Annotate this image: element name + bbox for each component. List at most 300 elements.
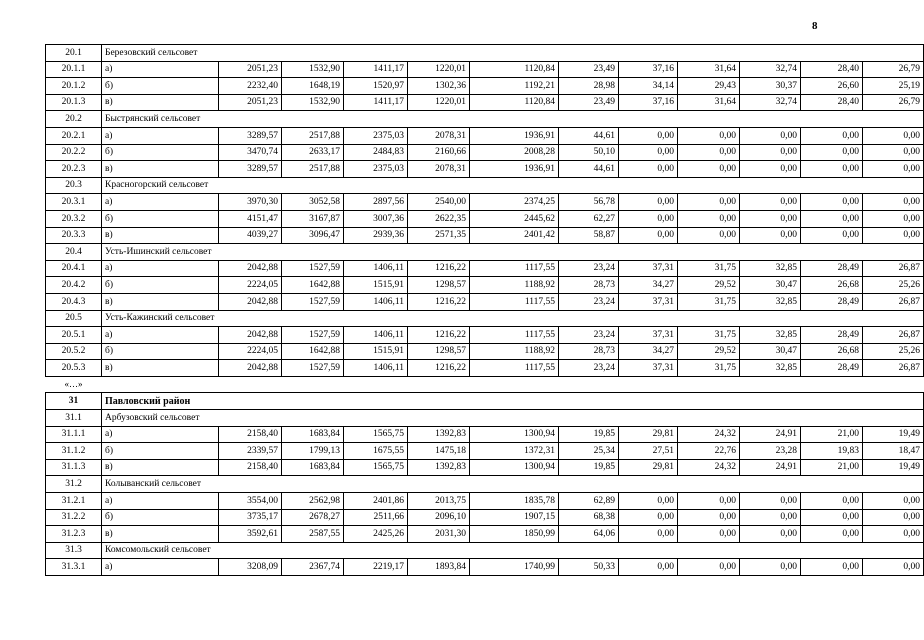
- value-cell: 1532,90: [282, 61, 344, 78]
- value-cell: 30,47: [740, 343, 801, 360]
- value-cell: 24,32: [678, 426, 740, 443]
- value-cell: 2511,66: [344, 509, 408, 526]
- section-header-row: [46, 410, 924, 427]
- value-cell: 3735,17: [219, 509, 282, 526]
- value-cell: 1527,59: [282, 360, 344, 377]
- value-cell: 1520,97: [344, 78, 408, 95]
- value-cell: 0,00: [801, 509, 863, 526]
- value-cell: 1406,11: [344, 327, 408, 344]
- value-cell: 1406,11: [344, 293, 408, 310]
- value-cell: 1642,88: [282, 343, 344, 360]
- row-variant-label: б): [102, 277, 219, 294]
- value-cell: 28,49: [801, 293, 863, 310]
- value-cell: 2562,98: [282, 493, 344, 510]
- row-code: 31.3: [46, 542, 102, 559]
- row-code: 31.2.3: [46, 526, 102, 543]
- value-cell: 0,00: [619, 210, 678, 227]
- value-cell: 4039,27: [219, 227, 282, 244]
- value-cell: 2160,66: [408, 144, 470, 161]
- value-cell: 2425,26: [344, 526, 408, 543]
- value-cell: 2013,75: [408, 493, 470, 510]
- row-variant-label: а): [102, 127, 219, 144]
- value-cell: 0,00: [619, 194, 678, 211]
- section-title: Усть-Кажинский сельсовет: [102, 310, 924, 327]
- value-cell: 0,00: [863, 559, 924, 576]
- value-cell: 1515,91: [344, 277, 408, 294]
- row-code: 31.1.1: [46, 426, 102, 443]
- row-code: 20.1.1: [46, 61, 102, 78]
- value-cell: 2375,03: [344, 161, 408, 178]
- section-title: Быстрянский сельсовет: [102, 111, 924, 128]
- value-cell: 2445,62: [470, 210, 559, 227]
- value-cell: 1527,59: [282, 327, 344, 344]
- value-cell: 32,85: [740, 260, 801, 277]
- value-cell: 1411,17: [344, 61, 408, 78]
- value-cell: 37,31: [619, 327, 678, 344]
- row-variant-label: в): [102, 94, 219, 111]
- value-cell: 19,85: [559, 426, 619, 443]
- value-cell: 28,40: [801, 61, 863, 78]
- value-cell: 0,00: [619, 526, 678, 543]
- row-code: 31.2.2: [46, 509, 102, 526]
- value-cell: 2622,35: [408, 210, 470, 227]
- district-header-row: [46, 393, 924, 410]
- section-header-row: [46, 542, 924, 559]
- row-code: 31.1.3: [46, 459, 102, 476]
- value-cell: 1392,83: [408, 426, 470, 443]
- tariff-table: [45, 44, 924, 576]
- section-header-row: [46, 111, 924, 128]
- row-code: 31: [46, 393, 102, 410]
- row-code: 31.3.1: [46, 559, 102, 576]
- value-cell: 26,87: [863, 360, 924, 377]
- value-cell: 0,00: [678, 127, 740, 144]
- value-cell: 2633,17: [282, 144, 344, 161]
- value-cell: 0,00: [740, 559, 801, 576]
- value-cell: 1936,91: [470, 161, 559, 178]
- row-code: 20.4.2: [46, 277, 102, 294]
- value-cell: 0,00: [801, 227, 863, 244]
- table-row: [46, 493, 924, 510]
- row-code: 20.2.3: [46, 161, 102, 178]
- value-cell: 23,24: [559, 327, 619, 344]
- value-cell: 29,81: [619, 459, 678, 476]
- value-cell: 2339,57: [219, 443, 282, 460]
- value-cell: 1527,59: [282, 293, 344, 310]
- value-cell: 23,24: [559, 360, 619, 377]
- section-header-row: [46, 45, 924, 62]
- value-cell: 0,00: [619, 127, 678, 144]
- value-cell: 30,37: [740, 78, 801, 95]
- value-cell: 3096,47: [282, 227, 344, 244]
- value-cell: 32,85: [740, 360, 801, 377]
- value-cell: 44,61: [559, 161, 619, 178]
- value-cell: 1117,55: [470, 327, 559, 344]
- row-variant-label: в): [102, 459, 219, 476]
- value-cell: 3470,74: [219, 144, 282, 161]
- table-row: [46, 277, 924, 294]
- row-code: 20.4.1: [46, 260, 102, 277]
- value-cell: 3289,57: [219, 161, 282, 178]
- value-cell: 2042,88: [219, 327, 282, 344]
- value-cell: 2540,00: [408, 194, 470, 211]
- value-cell: 1392,83: [408, 459, 470, 476]
- row-variant-label: а): [102, 327, 219, 344]
- value-cell: 0,00: [678, 227, 740, 244]
- section-header-row: [46, 476, 924, 493]
- value-cell: 19,49: [863, 459, 924, 476]
- value-cell: 2367,74: [282, 559, 344, 576]
- table-row: [46, 293, 924, 310]
- value-cell: 26,60: [801, 78, 863, 95]
- value-cell: 68,38: [559, 509, 619, 526]
- value-cell: 0,00: [740, 227, 801, 244]
- value-cell: 0,00: [619, 559, 678, 576]
- value-cell: 1216,22: [408, 260, 470, 277]
- value-cell: 0,00: [678, 194, 740, 211]
- value-cell: 1302,36: [408, 78, 470, 95]
- value-cell: 19,83: [801, 443, 863, 460]
- value-cell: 1372,31: [470, 443, 559, 460]
- value-cell: 29,52: [678, 277, 740, 294]
- value-cell: 0,00: [740, 194, 801, 211]
- page-number: 8: [812, 20, 818, 32]
- section-title: Усть-Ишинский сельсовет: [102, 244, 924, 261]
- value-cell: 3007,36: [344, 210, 408, 227]
- value-cell: 0,00: [619, 144, 678, 161]
- value-cell: 23,49: [559, 94, 619, 111]
- row-code: 20.3.1: [46, 194, 102, 211]
- value-cell: 1648,19: [282, 78, 344, 95]
- value-cell: 0,00: [678, 144, 740, 161]
- section-title: Арбузовский сельсовет: [102, 410, 924, 427]
- value-cell: 26,87: [863, 293, 924, 310]
- value-cell: 31,75: [678, 360, 740, 377]
- row-variant-label: в): [102, 227, 219, 244]
- value-cell: 2051,23: [219, 94, 282, 111]
- value-cell: 0,00: [619, 493, 678, 510]
- value-cell: 0,00: [863, 227, 924, 244]
- table-row: [46, 144, 924, 161]
- row-code: 20.4.3: [46, 293, 102, 310]
- value-cell: 50,10: [559, 144, 619, 161]
- section-title: Колыванский сельсовет: [102, 476, 924, 493]
- row-variant-label: в): [102, 526, 219, 543]
- value-cell: 23,49: [559, 61, 619, 78]
- value-cell: 2897,56: [344, 194, 408, 211]
- value-cell: 2517,88: [282, 127, 344, 144]
- value-cell: 0,00: [863, 194, 924, 211]
- value-cell: 0,00: [678, 559, 740, 576]
- value-cell: 22,76: [678, 443, 740, 460]
- row-code: 20.4: [46, 244, 102, 261]
- value-cell: 0,00: [619, 509, 678, 526]
- value-cell: 3289,57: [219, 127, 282, 144]
- section-title: Березовский сельсовет: [102, 45, 924, 62]
- value-cell: 1907,15: [470, 509, 559, 526]
- value-cell: 3554,00: [219, 493, 282, 510]
- value-cell: 0,00: [740, 493, 801, 510]
- value-cell: 2078,31: [408, 127, 470, 144]
- value-cell: 1675,55: [344, 443, 408, 460]
- value-cell: 1300,94: [470, 459, 559, 476]
- value-cell: 0,00: [863, 161, 924, 178]
- value-cell: 23,24: [559, 293, 619, 310]
- value-cell: 25,34: [559, 443, 619, 460]
- value-cell: 0,00: [801, 526, 863, 543]
- table-row: [46, 443, 924, 460]
- row-code: 20.1: [46, 45, 102, 62]
- value-cell: 1532,90: [282, 94, 344, 111]
- value-cell: 1893,84: [408, 559, 470, 576]
- value-cell: 34,14: [619, 78, 678, 95]
- ellipsis-filler: [102, 376, 924, 393]
- value-cell: 2517,88: [282, 161, 344, 178]
- value-cell: 1936,91: [470, 127, 559, 144]
- value-cell: 2571,35: [408, 227, 470, 244]
- table-row: [46, 194, 924, 211]
- row-variant-label: б): [102, 144, 219, 161]
- value-cell: 25,26: [863, 277, 924, 294]
- ellipsis-row: [46, 376, 924, 393]
- row-variant-label: а): [102, 426, 219, 443]
- value-cell: 4151,47: [219, 210, 282, 227]
- value-cell: 34,27: [619, 343, 678, 360]
- value-cell: 3970,30: [219, 194, 282, 211]
- value-cell: 31,75: [678, 293, 740, 310]
- value-cell: 2051,23: [219, 61, 282, 78]
- value-cell: 2224,05: [219, 277, 282, 294]
- row-code: 20.5.3: [46, 360, 102, 377]
- value-cell: 29,81: [619, 426, 678, 443]
- value-cell: 2939,36: [344, 227, 408, 244]
- value-cell: 1406,11: [344, 260, 408, 277]
- value-cell: 3052,58: [282, 194, 344, 211]
- table-body: [46, 45, 924, 576]
- row-variant-label: а): [102, 559, 219, 576]
- value-cell: 23,24: [559, 260, 619, 277]
- value-cell: 0,00: [801, 144, 863, 161]
- row-code: «…»: [64, 379, 83, 390]
- value-cell: 28,98: [559, 78, 619, 95]
- value-cell: 2401,42: [470, 227, 559, 244]
- table-row: [46, 526, 924, 543]
- row-code: 20.2.2: [46, 144, 102, 161]
- value-cell: 2031,30: [408, 526, 470, 543]
- row-variant-label: б): [102, 78, 219, 95]
- value-cell: 28,49: [801, 260, 863, 277]
- value-cell: 32,74: [740, 61, 801, 78]
- value-cell: 28,49: [801, 327, 863, 344]
- value-cell: 0,00: [801, 210, 863, 227]
- value-cell: 1565,75: [344, 459, 408, 476]
- value-cell: 28,73: [559, 343, 619, 360]
- value-cell: 26,87: [863, 260, 924, 277]
- row-variant-label: б): [102, 343, 219, 360]
- table-row: [46, 426, 924, 443]
- value-cell: 29,52: [678, 343, 740, 360]
- value-cell: 3592,61: [219, 526, 282, 543]
- value-cell: 1188,92: [470, 277, 559, 294]
- table-row: [46, 260, 924, 277]
- row-variant-label: в): [102, 360, 219, 377]
- district-title: Павловский район: [102, 393, 924, 410]
- value-cell: 26,79: [863, 94, 924, 111]
- value-cell: 2587,55: [282, 526, 344, 543]
- row-code: 20.5.2: [46, 343, 102, 360]
- row-code: 31.1.2: [46, 443, 102, 460]
- value-cell: 32,85: [740, 327, 801, 344]
- value-cell: 1120,84: [470, 94, 559, 111]
- value-cell: 0,00: [740, 509, 801, 526]
- value-cell: 32,85: [740, 293, 801, 310]
- table-row: [46, 94, 924, 111]
- row-code: 20.1.3: [46, 94, 102, 111]
- value-cell: 3208,09: [219, 559, 282, 576]
- row-variant-label: в): [102, 293, 219, 310]
- value-cell: 31,64: [678, 61, 740, 78]
- table-row: [46, 78, 924, 95]
- value-cell: 2078,31: [408, 161, 470, 178]
- value-cell: 1411,17: [344, 94, 408, 111]
- value-cell: 2158,40: [219, 426, 282, 443]
- value-cell: 28,40: [801, 94, 863, 111]
- value-cell: 37,31: [619, 293, 678, 310]
- value-cell: 62,27: [559, 210, 619, 227]
- row-variant-label: а): [102, 493, 219, 510]
- value-cell: 1216,22: [408, 293, 470, 310]
- value-cell: 19,85: [559, 459, 619, 476]
- value-cell: 0,00: [863, 144, 924, 161]
- value-cell: 0,00: [678, 161, 740, 178]
- value-cell: 31,75: [678, 260, 740, 277]
- row-code: 31.1: [46, 410, 102, 427]
- row-code: 20.2: [46, 111, 102, 128]
- value-cell: 1220,01: [408, 61, 470, 78]
- value-cell: 31,64: [678, 94, 740, 111]
- value-cell: 1117,55: [470, 360, 559, 377]
- value-cell: 1406,11: [344, 360, 408, 377]
- value-cell: 1835,78: [470, 493, 559, 510]
- value-cell: 21,00: [801, 426, 863, 443]
- value-cell: 27,51: [619, 443, 678, 460]
- value-cell: 1799,13: [282, 443, 344, 460]
- value-cell: 64,06: [559, 526, 619, 543]
- value-cell: 37,16: [619, 94, 678, 111]
- value-cell: 2678,27: [282, 509, 344, 526]
- value-cell: 1515,91: [344, 343, 408, 360]
- value-cell: 0,00: [678, 509, 740, 526]
- value-cell: 0,00: [740, 526, 801, 543]
- row-code: 20.3.3: [46, 227, 102, 244]
- value-cell: 1216,22: [408, 327, 470, 344]
- table-row: [46, 360, 924, 377]
- row-variant-label: б): [102, 210, 219, 227]
- row-variant-label: б): [102, 443, 219, 460]
- table-row: [46, 343, 924, 360]
- row-variant-label: в): [102, 161, 219, 178]
- value-cell: 26,87: [863, 327, 924, 344]
- value-cell: 19,49: [863, 426, 924, 443]
- section-title: Красногорский сельсовет: [102, 177, 924, 194]
- value-cell: 25,19: [863, 78, 924, 95]
- section-header-row: [46, 310, 924, 327]
- value-cell: 0,00: [678, 210, 740, 227]
- value-cell: 34,27: [619, 277, 678, 294]
- value-cell: 1192,21: [470, 78, 559, 95]
- value-cell: 0,00: [740, 127, 801, 144]
- table-row: [46, 61, 924, 78]
- section-header-row: [46, 244, 924, 261]
- value-cell: 24,91: [740, 459, 801, 476]
- value-cell: 29,43: [678, 78, 740, 95]
- row-variant-label: а): [102, 260, 219, 277]
- value-cell: 2219,17: [344, 559, 408, 576]
- value-cell: 2096,10: [408, 509, 470, 526]
- value-cell: 32,74: [740, 94, 801, 111]
- value-cell: 0,00: [801, 559, 863, 576]
- value-cell: 25,26: [863, 343, 924, 360]
- value-cell: 0,00: [801, 194, 863, 211]
- row-variant-label: а): [102, 61, 219, 78]
- value-cell: 1683,84: [282, 459, 344, 476]
- value-cell: 1220,01: [408, 94, 470, 111]
- value-cell: 2232,40: [219, 78, 282, 95]
- value-cell: 37,31: [619, 360, 678, 377]
- value-cell: 44,61: [559, 127, 619, 144]
- value-cell: 0,00: [863, 526, 924, 543]
- table-row: [46, 559, 924, 576]
- value-cell: 0,00: [863, 509, 924, 526]
- row-variant-label: а): [102, 194, 219, 211]
- value-cell: 1117,55: [470, 293, 559, 310]
- value-cell: 37,16: [619, 61, 678, 78]
- table-row: [46, 509, 924, 526]
- table-row: [46, 227, 924, 244]
- table-row: [46, 127, 924, 144]
- table-row: [46, 161, 924, 178]
- value-cell: 50,33: [559, 559, 619, 576]
- row-code: 31.2.1: [46, 493, 102, 510]
- value-cell: 1683,84: [282, 426, 344, 443]
- value-cell: 2008,28: [470, 144, 559, 161]
- value-cell: 2484,83: [344, 144, 408, 161]
- value-cell: 1565,75: [344, 426, 408, 443]
- table-row: [46, 459, 924, 476]
- value-cell: 1188,92: [470, 343, 559, 360]
- value-cell: 1120,84: [470, 61, 559, 78]
- value-cell: 2401,86: [344, 493, 408, 510]
- value-cell: 2042,88: [219, 260, 282, 277]
- value-cell: 0,00: [619, 227, 678, 244]
- value-cell: 31,75: [678, 327, 740, 344]
- value-cell: 56,78: [559, 194, 619, 211]
- value-cell: 28,49: [801, 360, 863, 377]
- value-cell: 0,00: [740, 210, 801, 227]
- value-cell: 0,00: [863, 127, 924, 144]
- row-code: 31.2: [46, 476, 102, 493]
- value-cell: 26,68: [801, 277, 863, 294]
- value-cell: 0,00: [801, 161, 863, 178]
- value-cell: 2374,25: [470, 194, 559, 211]
- value-cell: 1298,57: [408, 277, 470, 294]
- table-row: [46, 210, 924, 227]
- row-code: 20.5.1: [46, 327, 102, 344]
- value-cell: 0,00: [740, 144, 801, 161]
- row-code: 20.3.2: [46, 210, 102, 227]
- value-cell: 2042,88: [219, 360, 282, 377]
- value-cell: 0,00: [863, 210, 924, 227]
